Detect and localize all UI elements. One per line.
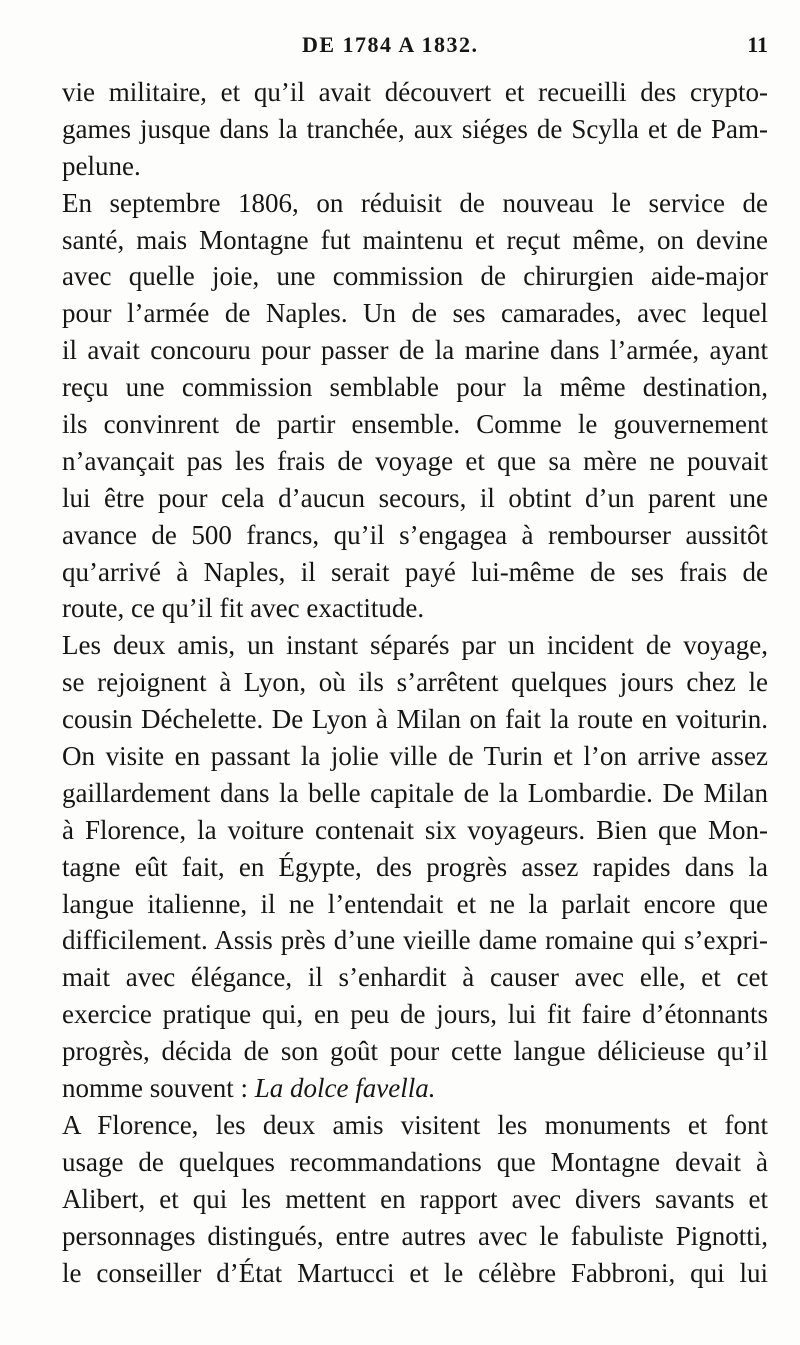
text-line-content: le conseiller d’État Martucci et le célèbre Fabbroni, qui lui: [62, 1257, 768, 1288]
text-line: [62, 1255, 768, 1292]
text-line-content: à Florence, la voiture contenait six voyageurs. Bien que Mon-: [62, 814, 768, 845]
text-line: [62, 627, 768, 664]
text-line: [62, 185, 768, 222]
text-line: [62, 1144, 768, 1181]
text-line: [62, 517, 768, 554]
text-line-content: ils convinrent de partir ensemble. Comme le gouvernement: [62, 409, 768, 440]
text-line: [62, 1070, 768, 1107]
text-line-content: exercice pratique qui, en peu de jours, lui fit faire d’étonnants: [62, 999, 768, 1030]
text-line: [62, 332, 768, 369]
text-line-content: gaillardement dans la belle capitale de la Lombardie. De Milan: [62, 777, 768, 808]
text-line-content: personnages distingués, entre autres avec le fabuliste Pignotti,: [62, 1220, 768, 1251]
text-line-content: n’avançait pas les frais de voyage et que sa mère ne pouvait: [62, 445, 768, 476]
text-line: [62, 1107, 768, 1144]
running-header: [62, 30, 768, 64]
text-line-content: On visite en passant la jolie ville de Turin et l’on arrive assez: [62, 741, 768, 772]
page-number: 11: [747, 32, 768, 57]
text-line: [62, 664, 768, 701]
text-line: [62, 1033, 768, 1070]
text-line: [62, 849, 768, 886]
text-line-content: Les deux amis, un instant séparés par un incident de voyage,: [62, 630, 768, 661]
text-line-content: se rejoignent à Lyon, où ils s’arrêtent quelques jours chez le: [62, 667, 768, 698]
body-text: [62, 74, 768, 1291]
text-line-content: lui être pour cela d’aucun secours, il obtint d’un parent une: [62, 482, 768, 513]
text-line-content: nomme souvent :: [62, 1073, 255, 1104]
text-line-content: mait avec élégance, il s’enhardit à causer avec elle, et cet: [62, 962, 768, 993]
text-line-content: santé, mais Montagne fut maintenu et reçut même, on devine: [62, 224, 768, 255]
text-line: [62, 922, 768, 959]
text-line-content: games jusque dans la tranchée, aux siéges de Scylla et de Pam-: [62, 113, 768, 144]
text-line: [62, 959, 768, 996]
text-line-content: pour l’armée de Naples. Un de ses camarades, avec lequel: [62, 298, 768, 329]
text-line: [62, 295, 768, 332]
text-line-content: usage de quelques recommandations que Montagne devait à: [62, 1146, 768, 1177]
text-line: [62, 258, 768, 295]
text-line-content: qu’arrivé à Naples, il serait payé lui-même de ses frais de: [62, 556, 768, 587]
text-line: [62, 812, 768, 849]
text-line: [62, 590, 768, 627]
text-line: [62, 443, 768, 480]
text-line-content: En septembre 1806, on réduisit de nouveau le service de: [62, 187, 768, 218]
text-line-content: A Florence, les deux amis visitent les monuments et font: [62, 1109, 768, 1140]
text-line-content: Alibert, et qui les mettent en rapport avec divers savants et: [62, 1183, 768, 1214]
text-line-content: langue italienne, il ne l’entendait et ne la parlait encore que: [62, 888, 768, 919]
text-line-content: cousin Déchelette. De Lyon à Milan on fait la route en voiturin.: [62, 704, 768, 735]
text-line: [62, 222, 768, 259]
text-line: [62, 738, 768, 775]
text-line: [62, 369, 768, 406]
text-line: [62, 775, 768, 812]
text-line: [62, 1218, 768, 1255]
text-line: [62, 554, 768, 591]
text-line-content: pelune.: [62, 150, 141, 181]
text-line: [62, 886, 768, 923]
text-line-content: route, ce qu’il fit avec exactitude.: [62, 593, 425, 624]
text-line-content: reçu une commission semblable pour la même destination,: [62, 372, 768, 403]
text-line-content: avec quelle joie, une commission de chirurgien aide-major: [62, 261, 768, 292]
text-line-content: progrès, décida de son goût pour cette langue délicieuse qu’il: [62, 1036, 768, 1067]
text-line-content: difficilement. Assis près d’une vieille dame romaine qui s’expri-: [62, 925, 768, 956]
text-line: [62, 996, 768, 1033]
italic-quote: La dolce favella.: [254, 1073, 436, 1104]
running-title: DE 1784 A 1832.: [302, 32, 479, 57]
text-line: [62, 1181, 768, 1218]
text-line: [62, 701, 768, 738]
text-line-content: vie militaire, et qu’il avait découvert et recueilli des crypto-: [62, 77, 768, 107]
text-line: [62, 406, 768, 443]
text-line-content: avance de 500 francs, qu’il s’engagea à rembourser aussitôt: [62, 519, 768, 550]
text-line: [62, 74, 768, 111]
text-line-content: tagne eût fait, en Égypte, des progrès assez rapides dans la: [62, 851, 768, 882]
text-line: [62, 480, 768, 517]
text-line: [62, 148, 768, 185]
text-line-content: il avait concouru pour passer de la marine dans l’armée, ayant: [62, 335, 768, 366]
text-line: [62, 111, 768, 148]
